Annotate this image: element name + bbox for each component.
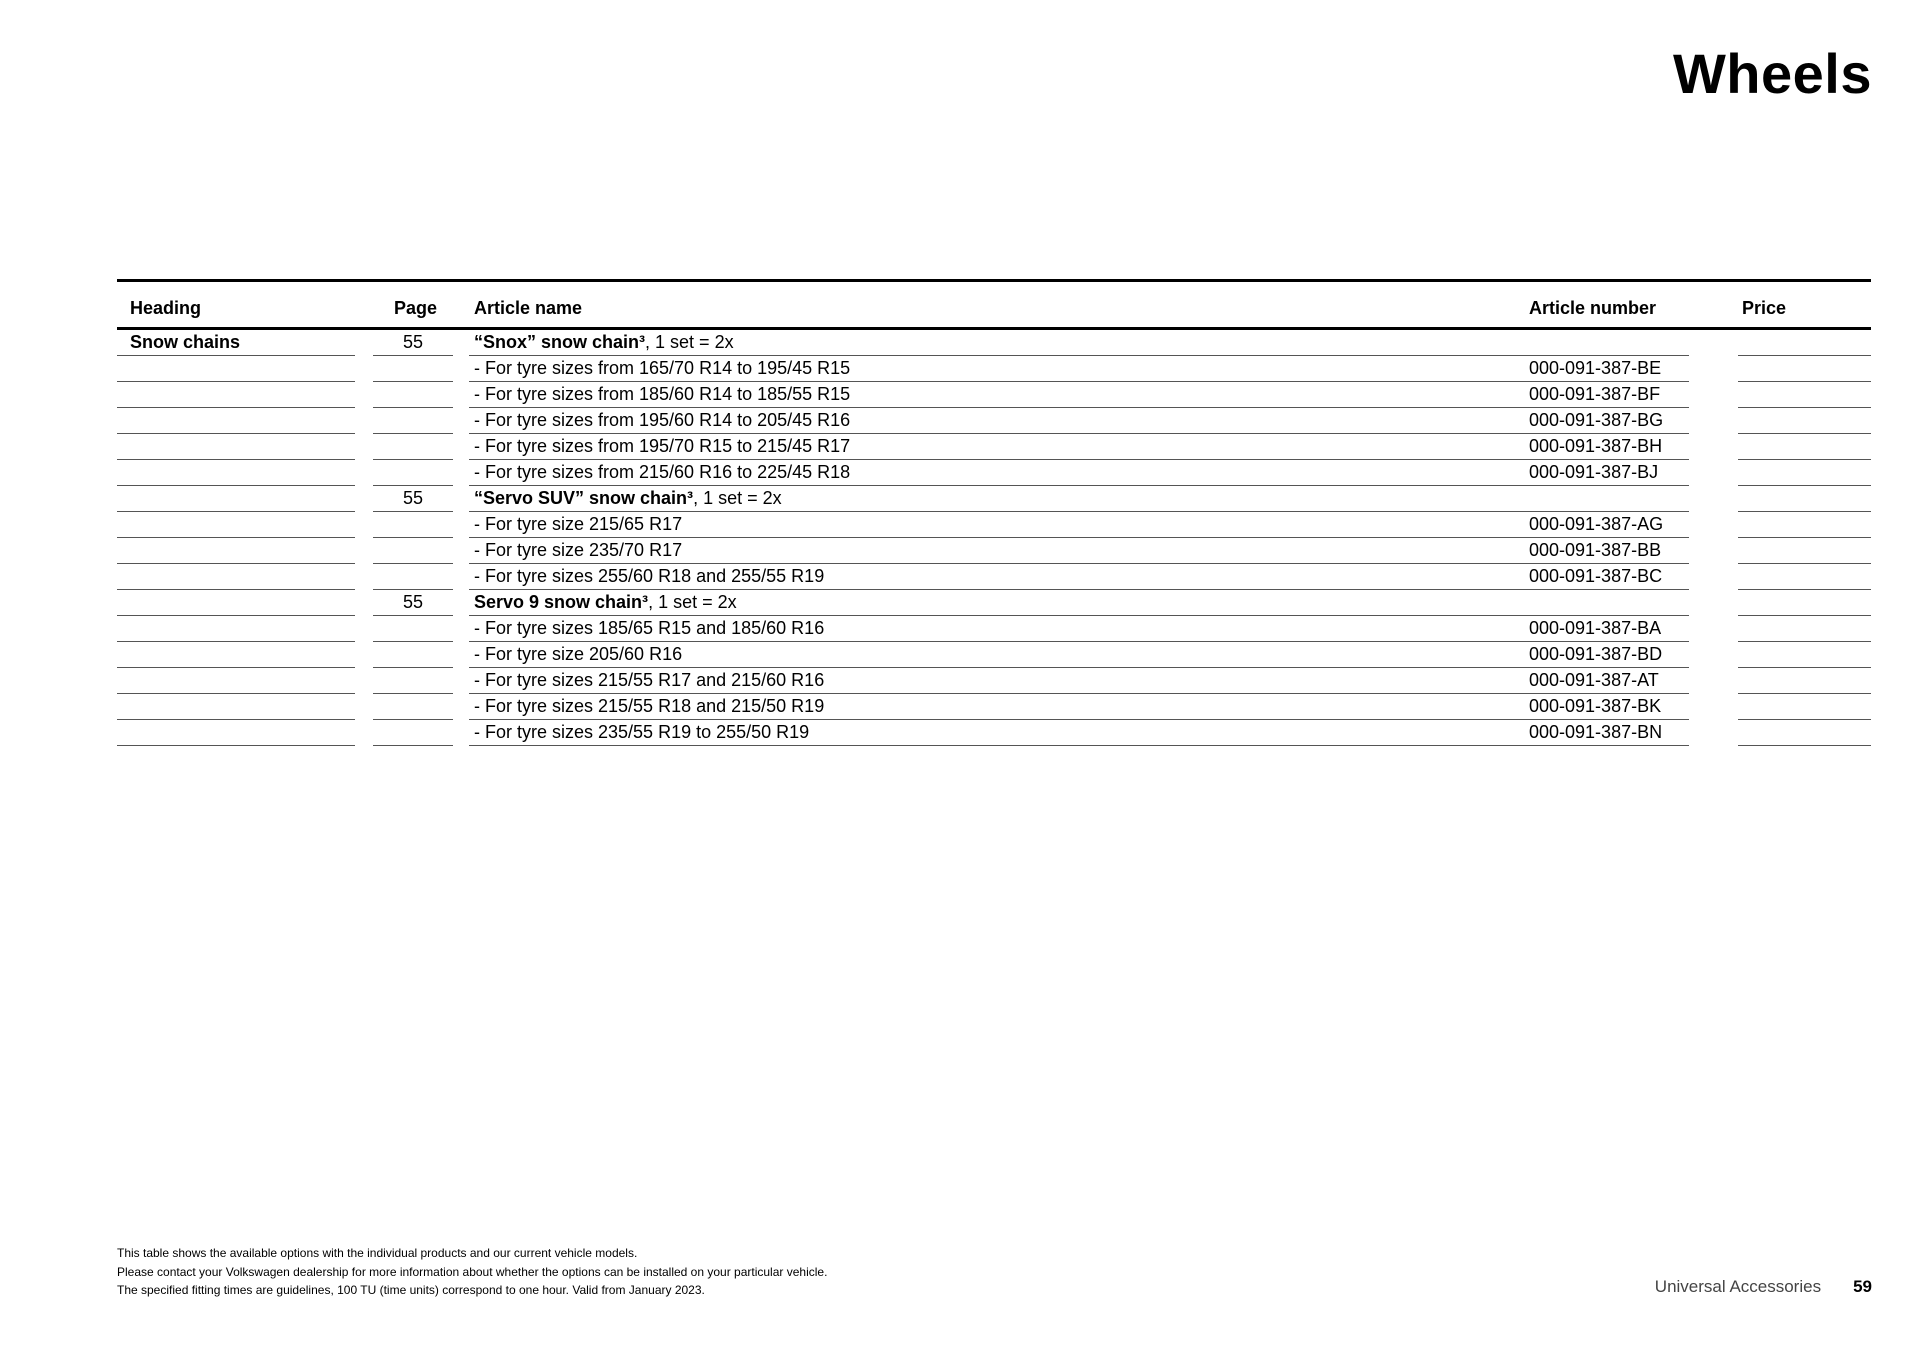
row-price (1738, 694, 1871, 720)
row-page (373, 616, 453, 642)
row-price (1738, 460, 1871, 486)
row-page: 55 (373, 486, 453, 512)
row-article-number: 000-091-387-BA (1523, 616, 1689, 642)
table-header-row (117, 282, 1871, 330)
footnote (117, 1244, 827, 1300)
article-name-text: - For tyre sizes 215/55 R18 and 215/50 R19 (474, 696, 825, 716)
row-article-name (469, 486, 1525, 512)
page-title: Wheels (1672, 42, 1872, 105)
table-row (117, 694, 1871, 720)
table-row (117, 460, 1871, 486)
row-article-name (469, 668, 1525, 694)
row-page (373, 356, 453, 382)
row-page (373, 564, 453, 590)
row-heading (117, 512, 355, 538)
row-heading (117, 408, 355, 434)
article-name-text: - For tyre sizes 255/60 R18 and 255/55 R19 (474, 566, 825, 586)
row-article-name (469, 512, 1525, 538)
row-price (1738, 356, 1871, 382)
table-row (117, 616, 1871, 642)
footnote-line: Please contact your Volkswagen dealership for more information about whether the options can be installed on your particular vehicle. (117, 1264, 828, 1279)
row-article-name (469, 408, 1525, 434)
row-heading (117, 434, 355, 460)
article-name-bold: Servo 9 snow chain³ (474, 592, 649, 612)
row-page (373, 538, 453, 564)
table-row (117, 330, 1871, 356)
row-heading (117, 538, 355, 564)
row-article-name (469, 616, 1525, 642)
row-heading (117, 668, 355, 694)
table-row (117, 434, 1871, 460)
row-heading (117, 356, 355, 382)
table-row (117, 382, 1871, 408)
header-heading: Heading (130, 298, 202, 318)
row-price (1738, 330, 1871, 356)
row-page (373, 434, 453, 460)
row-article-number (1523, 486, 1689, 512)
row-price (1738, 538, 1871, 564)
table-row (117, 720, 1871, 746)
row-heading (117, 590, 355, 616)
article-name-text: - For tyre sizes from 195/60 R14 to 205/45 R16 (474, 410, 851, 430)
row-article-name (469, 694, 1525, 720)
row-page (373, 720, 453, 746)
row-heading (117, 694, 355, 720)
row-price (1738, 382, 1871, 408)
table-row (117, 486, 1871, 512)
article-name-text: - For tyre sizes 235/55 R19 to 255/50 R19 (474, 722, 810, 742)
article-name-text: - For tyre sizes from 185/60 R14 to 185/55 R15 (474, 384, 851, 404)
table-row (117, 512, 1871, 538)
footnote-line: This table shows the available options with the individual products and our current vehicle models. (117, 1246, 638, 1260)
article-name-bold: “Snox” snow chain³ (474, 332, 646, 352)
article-name-text: , 1 set = 2x (648, 592, 737, 612)
row-article-name (469, 460, 1525, 486)
page-number: 59 (1853, 1277, 1872, 1296)
table-body (117, 330, 1871, 746)
row-page (373, 668, 453, 694)
row-heading (117, 616, 355, 642)
row-price (1738, 668, 1871, 694)
table-row (117, 668, 1871, 694)
row-page: 55 (373, 330, 453, 356)
row-heading (117, 382, 355, 408)
row-price (1738, 564, 1871, 590)
row-price (1738, 408, 1871, 434)
row-article-name (469, 382, 1525, 408)
row-article-number (1523, 590, 1689, 616)
article-name-text: , 1 set = 2x (693, 488, 782, 508)
row-article-number: 000-091-387-BN (1523, 720, 1689, 746)
row-page (373, 382, 453, 408)
row-price (1738, 720, 1871, 746)
article-name-text: - For tyre size 205/60 R16 (474, 644, 683, 664)
row-heading (117, 460, 355, 486)
row-article-number: 000-091-387-BD (1523, 642, 1689, 668)
row-page (373, 694, 453, 720)
article-name-text: - For tyre sizes 215/55 R17 and 215/60 R16 (474, 670, 825, 690)
row-price (1738, 616, 1871, 642)
table-row (117, 564, 1871, 590)
row-article-name (469, 434, 1525, 460)
row-article-number: 000-091-387-AG (1523, 512, 1689, 538)
table-row (117, 642, 1871, 668)
row-article-name (469, 642, 1525, 668)
row-heading (117, 564, 355, 590)
row-article-number: 000-091-387-BE (1523, 356, 1689, 382)
row-article-name (469, 564, 1525, 590)
row-article-name (469, 330, 1525, 356)
row-heading (117, 720, 355, 746)
article-name-text: - For tyre sizes from 195/70 R15 to 215/45 R17 (474, 436, 851, 456)
row-heading: Snow chains (117, 330, 355, 356)
row-article-name (469, 538, 1525, 564)
header-price: Price (1742, 298, 1787, 318)
article-name-text: , 1 set = 2x (645, 332, 734, 352)
article-name-bold: “Servo SUV” snow chain³ (474, 488, 694, 508)
footnote-line: The specified fitting times are guidelines, 100 TU (time units) correspond to one hour. Valid from January 2023. (117, 1283, 705, 1297)
header-article-name: Article name (474, 298, 583, 318)
table-row (117, 356, 1871, 382)
footer-section-label: Universal Accessories (1654, 1277, 1822, 1296)
row-article-name (469, 720, 1525, 746)
row-page (373, 642, 453, 668)
article-name-text: - For tyre sizes from 215/60 R16 to 225/45 R18 (474, 462, 851, 482)
row-article-name (469, 590, 1525, 616)
row-page (373, 408, 453, 434)
row-heading (117, 486, 355, 512)
row-page (373, 460, 453, 486)
row-page (373, 512, 453, 538)
row-article-name (469, 356, 1525, 382)
row-article-number: 000-091-387-BB (1523, 538, 1689, 564)
article-name-text: - For tyre size 235/70 R17 (474, 540, 683, 560)
page-footer (1655, 1277, 1872, 1297)
row-price (1738, 486, 1871, 512)
table-row (117, 590, 1871, 616)
row-article-number: 000-091-387-BJ (1523, 460, 1689, 486)
row-article-number: 000-091-387-BK (1523, 694, 1689, 720)
header-article-number: Article number (1529, 298, 1657, 318)
article-name-text: - For tyre sizes from 165/70 R14 to 195/45 R15 (474, 358, 851, 378)
row-article-number: 000-091-387-BF (1523, 382, 1689, 408)
row-heading (117, 642, 355, 668)
row-price (1738, 590, 1871, 616)
row-article-number: 000-091-387-BH (1523, 434, 1689, 460)
row-price (1738, 434, 1871, 460)
table-row (117, 538, 1871, 564)
row-article-number: 000-091-387-BG (1523, 408, 1689, 434)
header-page: Page (394, 298, 438, 318)
row-article-number: 000-091-387-BC (1523, 564, 1689, 590)
row-price (1738, 512, 1871, 538)
article-name-text: - For tyre sizes 185/65 R15 and 185/60 R16 (474, 618, 825, 638)
row-article-number: 000-091-387-AT (1523, 668, 1689, 694)
row-page: 55 (373, 590, 453, 616)
table-row (117, 408, 1871, 434)
row-price (1738, 642, 1871, 668)
row-article-number (1523, 330, 1689, 356)
accessories-table (117, 279, 1871, 746)
article-name-text: - For tyre size 215/65 R17 (474, 514, 683, 534)
